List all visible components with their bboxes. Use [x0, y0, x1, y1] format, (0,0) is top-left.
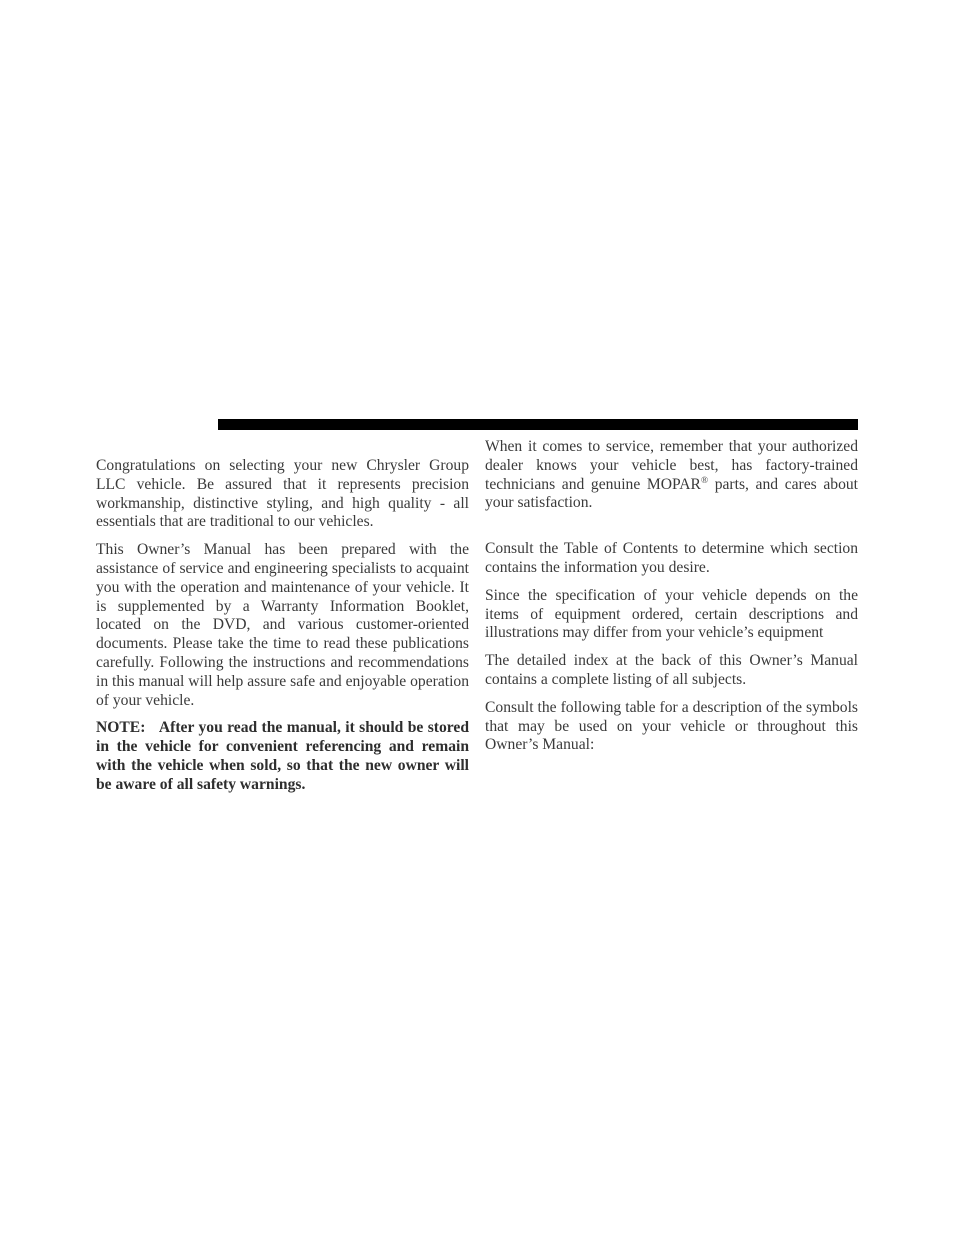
registered-mark: ®: [700, 475, 709, 486]
intro-paragraph: Congratulations on selecting your new Chrysler Group LLC vehicle. Be assured that it represents precision workmanship, distinctive styling, and high quality - all essentials that are traditional to our vehicles.: [96, 457, 469, 531]
section-header-rule: [218, 419, 858, 430]
manual-purpose-paragraph: This Owner’s Manual has been prepared with the assistance of service and engineering specialists to acquaint you with the operation and maintenance of your vehicle. It is supplemented by a Warranty Information Booklet, located on the DVD, and various customer-oriented documents. Please take the time to read these publications carefully. Following the instructions and recommendations in this manual will help assure safe and enjoyable operation of your vehicle.: [96, 541, 469, 709]
table-of-contents-paragraph: Consult the Table of Contents to determine which section contains the information you desire.: [485, 540, 858, 576]
note-paragraph: [96, 719, 469, 794]
equipment-specification-paragraph: Since the specification of your vehicle depends on the items of equipment ordered, certain descriptions and illustrations may differ from your vehicle’s equipment: [485, 586, 858, 642]
paragraph-gap: [485, 522, 858, 540]
note-label: NOTE:: [96, 719, 146, 737]
right-column: [485, 438, 858, 764]
service-text-after: parts, and cares about your satisfaction.: [485, 475, 858, 512]
left-column: [96, 457, 469, 804]
service-paragraph: [485, 438, 858, 513]
index-paragraph: The detailed index at the back of this Owner’s Manual contains a complete listing of all subjects.: [485, 652, 858, 688]
service-text-before: When it comes to service, remember that your authorized dealer knows your vehicle best, has factory-trained technicians and genuine MOPAR: [485, 438, 858, 493]
note-text: After you read the manual, it should be stored in the vehicle for convenient referencing and remain with the vehicle when sold, so that the new owner will be aware of all safety warnings.: [96, 719, 469, 793]
symbols-table-paragraph: Consult the following table for a description of the symbols that may be used on your vehicle or throughout this Owner’s Manual:: [485, 698, 858, 754]
